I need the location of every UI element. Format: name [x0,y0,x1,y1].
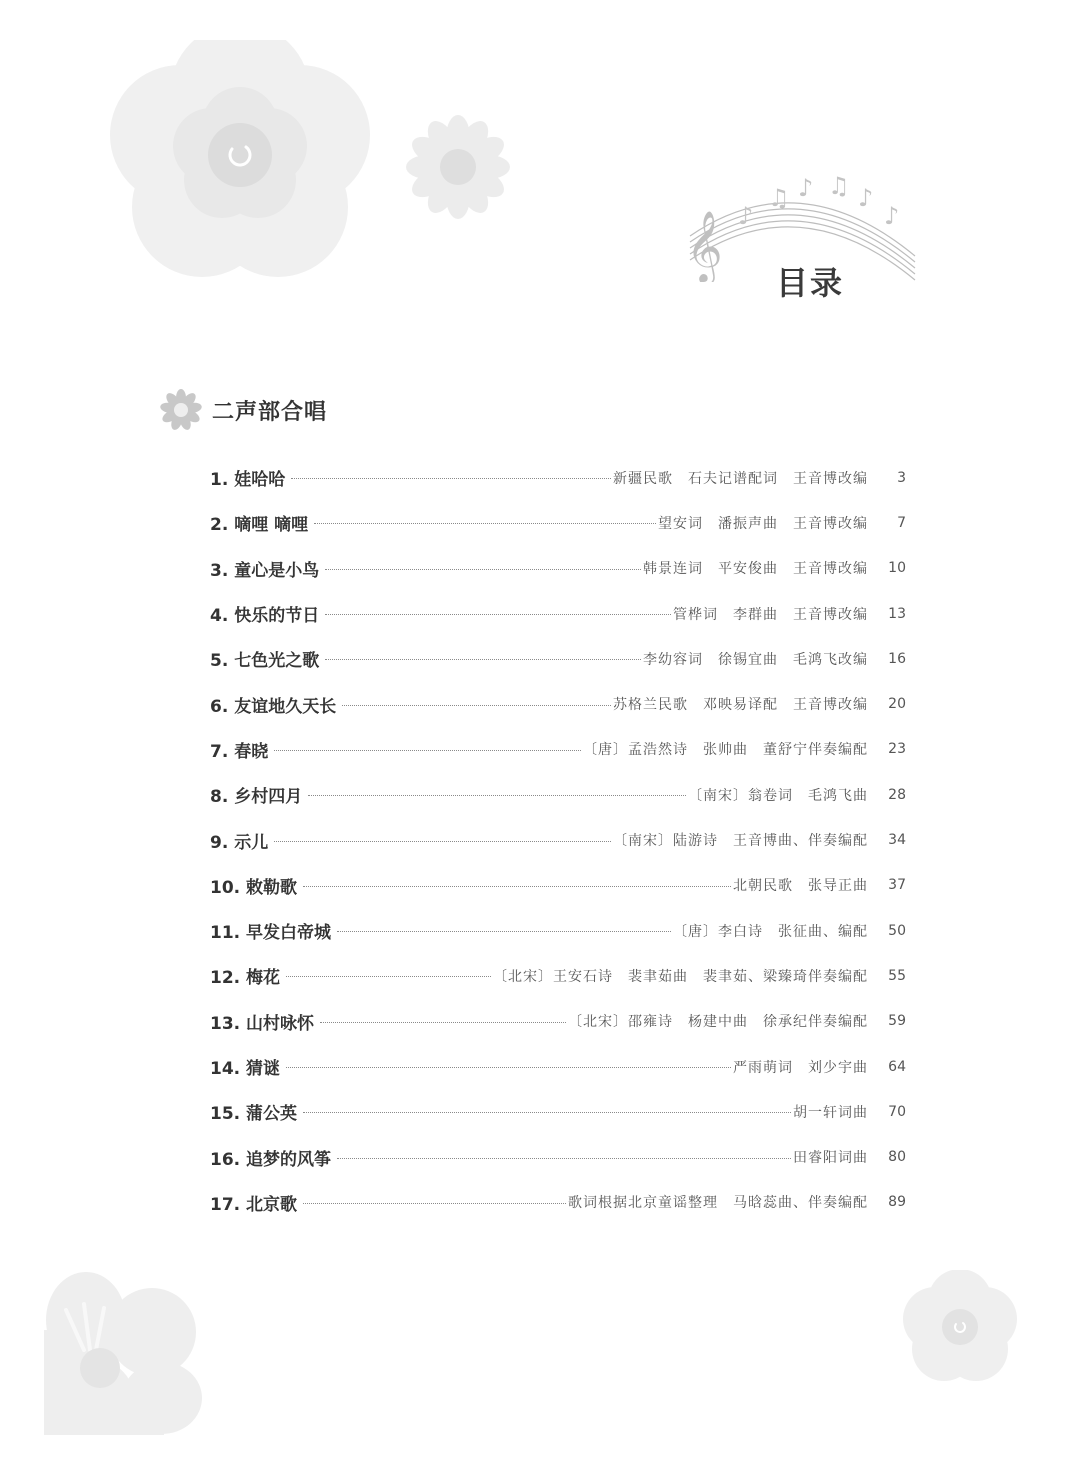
dot-leader [308,795,686,796]
svg-text:𝄞: 𝄞 [686,209,723,282]
dot-leader [342,705,611,706]
entry-credits: 北朝民歌 张导正曲 [733,878,868,895]
svg-text:♫: ♫ [768,184,790,212]
entry-title: 14. 猜谜 [210,1059,281,1079]
toc-entry[interactable] [210,817,906,862]
entry-title: 9. 示儿 [210,832,269,853]
entry-page-number: 89 [888,1194,906,1211]
entry-title: 8. 乡村四月 [210,787,303,808]
entry-credits: 〔唐〕李白诗 张征曲、编配 [673,923,868,940]
entry-page-number: 13 [888,605,906,622]
svg-text:♪: ♪ [858,184,874,212]
entry-credits: 管桦词 李群曲 王音博改编 [673,606,868,623]
entry-title: 11. 早发白帝城 [210,923,332,944]
toc-entry[interactable] [210,999,906,1044]
dot-leader [337,1158,791,1159]
entry-credits: 〔南宋〕陆游诗 王音博曲、伴奏编配 [613,833,868,850]
svg-text:♪: ♪ [738,202,754,230]
entry-page-number: 34 [888,832,906,849]
table-of-contents [210,455,906,1225]
entry-title: 6. 友谊地久天长 [210,696,337,717]
toc-entry[interactable] [210,772,906,817]
entry-title: 12. 梅花 [210,968,281,989]
dot-leader [286,1067,731,1068]
entry-credits: 苏格兰民歌 邓映易译配 王音博改编 [613,697,868,714]
toc-entry[interactable] [210,863,906,908]
toc-entry[interactable] [210,455,906,500]
dot-leader [325,614,671,615]
toc-entry[interactable] [210,727,906,772]
entry-page-number: 80 [888,1149,906,1166]
entry-credits: 田睿阳词曲 [793,1150,868,1167]
entry-title: 3. 童心是小鸟 [210,560,320,581]
entry-credits: 韩景连词 平安俊曲 王音博改编 [643,561,868,578]
toc-entry[interactable] [210,500,906,545]
entry-page-number: 50 [888,922,906,939]
entry-credits: 严雨萌词 刘少宇曲 [733,1059,868,1076]
dot-leader [303,886,731,887]
entry-page-number: 7 [897,514,906,531]
entry-credits: 〔北宋〕邵雍诗 杨建中曲 徐承纪伴奏编配 [568,1014,868,1031]
toc-entry[interactable] [210,636,906,681]
entry-page-number: 23 [888,741,906,758]
entry-credits: 胡一轩词曲 [793,1104,868,1121]
dot-leader [337,931,671,932]
entry-page-number: 37 [888,877,906,894]
entry-page-number: 70 [888,1103,906,1120]
entry-page-number: 16 [888,650,906,667]
dot-leader [291,478,611,479]
toc-entry[interactable] [210,1044,906,1089]
dot-leader [286,976,491,977]
dot-leader [303,1112,791,1113]
bottom-left-flower-decoration [44,1270,204,1435]
toc-entry[interactable] [210,546,906,591]
entry-page-number: 20 [888,696,906,713]
dot-leader [274,750,581,751]
entry-title: 5. 七色光之歌 [210,651,320,672]
dot-leader [274,841,611,842]
entry-page-number: 28 [888,786,906,803]
toc-entry[interactable] [210,1180,906,1225]
toc-entry[interactable] [210,908,906,953]
entry-page-number: 55 [888,967,906,984]
svg-text:♫: ♫ [828,172,850,200]
toc-entry[interactable] [210,1089,906,1134]
entry-title: 16. 追梦的风筝 [210,1149,332,1170]
entry-title: 2. 嘀哩 嘀哩 [210,515,309,536]
entry-page-number: 3 [897,469,906,486]
daisy-decoration [400,112,520,222]
dot-leader [314,523,656,524]
entry-title: 10. 敕勒歌 [210,877,298,898]
large-flower-decoration [95,40,395,280]
bottom-right-flower-decoration [900,1270,1020,1385]
entry-title: 13. 山村咏怀 [210,1013,315,1034]
entry-title: 7. 春晓 [210,741,269,762]
entry-page-number: 10 [888,560,906,577]
section-title: 二声部合唱 [212,399,328,425]
toc-entry[interactable] [210,1134,906,1179]
flower-bullet-icon [160,389,202,431]
entry-credits: 新疆民歌 石夫记谱配词 王音博改编 [613,470,868,487]
entry-title: 17. 北京歌 [210,1194,298,1215]
svg-text:♪: ♪ [798,174,814,202]
entry-credits: 〔南宋〕翁卷词 毛鸿飞曲 [688,787,868,804]
dot-leader [325,569,641,570]
entry-page-number: 59 [888,1013,906,1030]
toc-entry[interactable] [210,953,906,998]
section-heading [160,388,327,432]
dot-leader [303,1203,566,1204]
dot-leader [320,1022,566,1023]
dot-leader [325,659,641,660]
entry-credits: 望安词 潘振声曲 王音博改编 [658,515,868,532]
svg-text:♪: ♪ [884,202,900,230]
entry-credits: 李幼容词 徐锡宜曲 毛鸿飞改编 [643,651,868,668]
entry-title: 4. 快乐的节日 [210,606,320,627]
entry-page-number: 64 [888,1058,906,1075]
entry-credits: 〔唐〕孟浩然诗 张帅曲 董舒宁伴奏编配 [583,742,868,759]
entry-title: 15. 蒲公英 [210,1104,298,1125]
toc-entry[interactable] [210,681,906,726]
entry-title: 1. 娃哈哈 [210,470,286,491]
entry-credits: 〔北宋〕王安石诗 裴聿茹曲 裴聿茹、梁臻琦伴奏编配 [493,968,868,985]
entry-credits: 歌词根据北京童谣整理 马晗蕊曲、伴奏编配 [568,1195,868,1212]
page-title: 目录 [776,264,845,302]
toc-entry[interactable] [210,591,906,636]
